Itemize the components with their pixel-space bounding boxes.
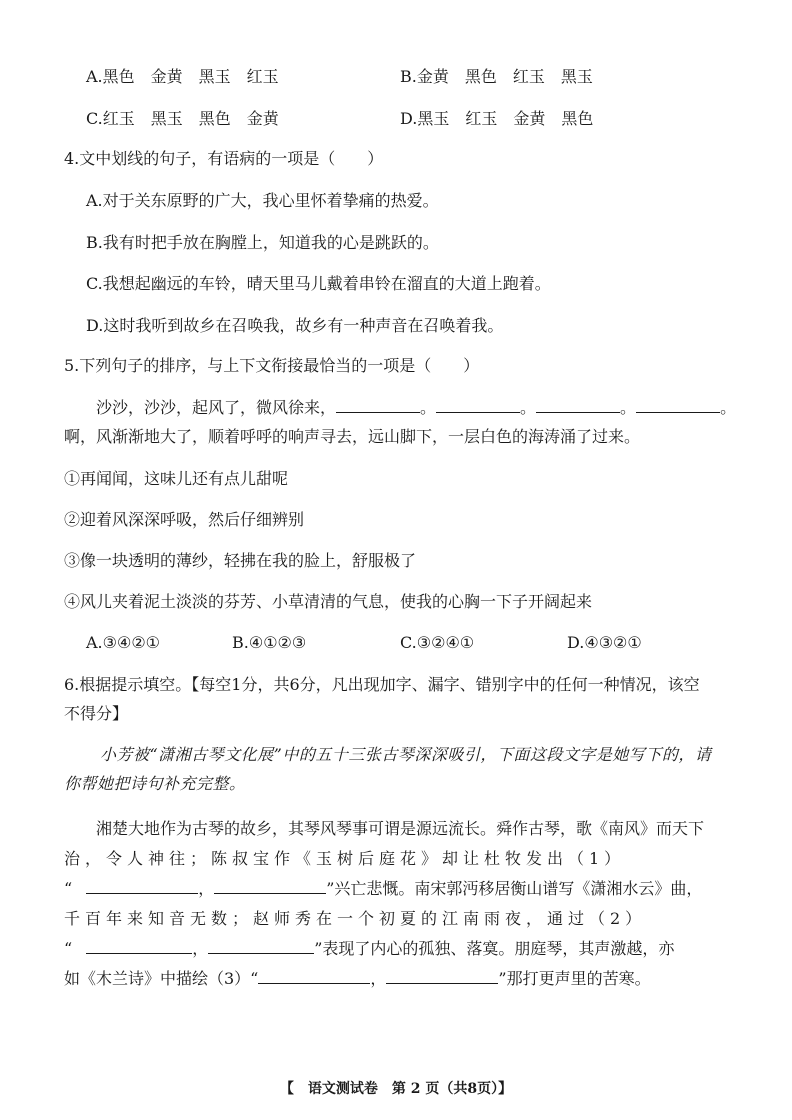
q5-blank-1[interactable] bbox=[336, 397, 420, 413]
q5-option-d: D.④③②① bbox=[567, 633, 642, 652]
q5-item-1: ①再闻闻，这味儿还有点儿甜呢 bbox=[64, 469, 289, 488]
q6-blank-1[interactable] bbox=[86, 878, 198, 894]
q4-option-a: A.对于关东原野的广大，我心里怀着挚痛的热爱。 bbox=[86, 191, 439, 210]
q5-passage-line1: 沙沙，沙沙，起风了，微风徐来， 。 。 。 。 bbox=[96, 398, 737, 417]
q3-option-c: C.红玉 黑玉 黑色 金黄 bbox=[86, 109, 279, 128]
q5-passage-start: 沙沙，沙沙，起风了，微风徐来， bbox=[96, 398, 337, 417]
q5-item-2: ②迎着风深深呼吸，然后仔细辨别 bbox=[64, 510, 305, 529]
q6-paragraph-line3 bbox=[64, 878, 702, 900]
q6-paragraph-line2: 治，令人神往；陈叔宝作《玉树后庭花》却让杜牧发出（1） bbox=[64, 849, 626, 868]
q3-option-a: A.黑色 金黄 黑玉 红玉 bbox=[86, 67, 279, 86]
open-quote: “ bbox=[64, 879, 73, 898]
comma: ， bbox=[370, 969, 387, 988]
q6-stem-line1: 6.根据提示填空。【每空1分，共6分，凡出现加字、漏字、错别字中的任何一种情况，该空 bbox=[64, 675, 700, 694]
q6-intro-line2: 你帮她把诗句补充完整。 bbox=[64, 774, 246, 793]
q4-option-c: C.我想起幽远的车铃，晴天里马儿戴着串铃在溜直的大道上跑着。 bbox=[86, 274, 551, 293]
open-quote: “ bbox=[64, 939, 73, 958]
q5-option-c: C.③②④① bbox=[400, 633, 475, 652]
q6-intro-line1: 小芳被“潇湘古琴文化展”中的五十三张古琴深深吸引，下面这段文字是她写下的，请 bbox=[100, 745, 712, 764]
q5-item-3: ③像一块透明的薄纱，轻拂在我的脸上，舒服极了 bbox=[64, 551, 417, 570]
q6-blank-4[interactable] bbox=[208, 938, 314, 954]
paragraph-text: ”兴亡悲慨。南宋郭沔移居衡山谱写《潇湘水云》曲， bbox=[326, 879, 703, 898]
q5-item-4: ④风儿夹着泥土淡淡的芬芳、小草清清的气息，使我的心胸一下子开阔起来 bbox=[64, 592, 593, 611]
q5-blank-3[interactable] bbox=[536, 397, 620, 413]
q6-paragraph-line5 bbox=[64, 938, 674, 960]
q5-blank-2[interactable] bbox=[436, 397, 520, 413]
q4-option-b: B.我有时把手放在胸膛上，知道我的心是跳跃的。 bbox=[86, 233, 439, 252]
comma: ， bbox=[192, 939, 209, 958]
q3-option-d: D.黑玉 红玉 金黄 黑色 bbox=[400, 109, 594, 128]
q6-paragraph-line1: 湘楚大地作为古琴的故乡，其琴风琴事可谓是源远流长。舜作古琴，歌《南风》而天下 bbox=[96, 819, 705, 838]
paragraph-text: ”那打更声里的苦寒。 bbox=[498, 969, 651, 988]
paragraph-text: 如《木兰诗》中描绘（3）“ bbox=[64, 969, 259, 988]
page-footer: 【 语文测试卷 第 2 页（共8页）】 bbox=[279, 1081, 513, 1097]
q6-blank-2[interactable] bbox=[214, 878, 326, 894]
q6-paragraph-line6 bbox=[64, 968, 651, 990]
paragraph-text: ”表现了内心的孤独、落寞。朋庭琴，其声激越，亦 bbox=[314, 939, 675, 958]
q5-blank-4[interactable] bbox=[636, 397, 720, 413]
q6-blank-3[interactable] bbox=[86, 938, 192, 954]
q6-blank-6[interactable] bbox=[386, 968, 498, 984]
q5-passage-line2: 啊，风渐渐地大了，顺着呼呼的响声寻去，远山脚下，一层白色的海涛涌了过来。 bbox=[64, 427, 641, 446]
q6-stem-line2: 不得分】 bbox=[64, 704, 129, 723]
q6-blank-5[interactable] bbox=[258, 968, 370, 984]
q6-paragraph-line4: 千百年来知音无数；赵师秀在一个初夏的江南雨夜，通过（2） bbox=[64, 909, 647, 928]
q3-option-b: B.金黄 黑色 红玉 黑玉 bbox=[400, 67, 593, 86]
q5-option-b: B.④①②③ bbox=[232, 633, 307, 652]
q4-stem: 4.文中划线的句子，有语病的一项是（ ） bbox=[64, 149, 384, 168]
comma: ， bbox=[198, 879, 215, 898]
q5-stem: 5.下列句子的排序，与上下文衔接最恰当的一项是（ ） bbox=[64, 356, 480, 375]
q4-option-d: D.这时我听到故乡在召唤我，故乡有一种声音在召唤着我。 bbox=[86, 316, 504, 335]
q5-option-a: A.③④②① bbox=[86, 633, 161, 652]
